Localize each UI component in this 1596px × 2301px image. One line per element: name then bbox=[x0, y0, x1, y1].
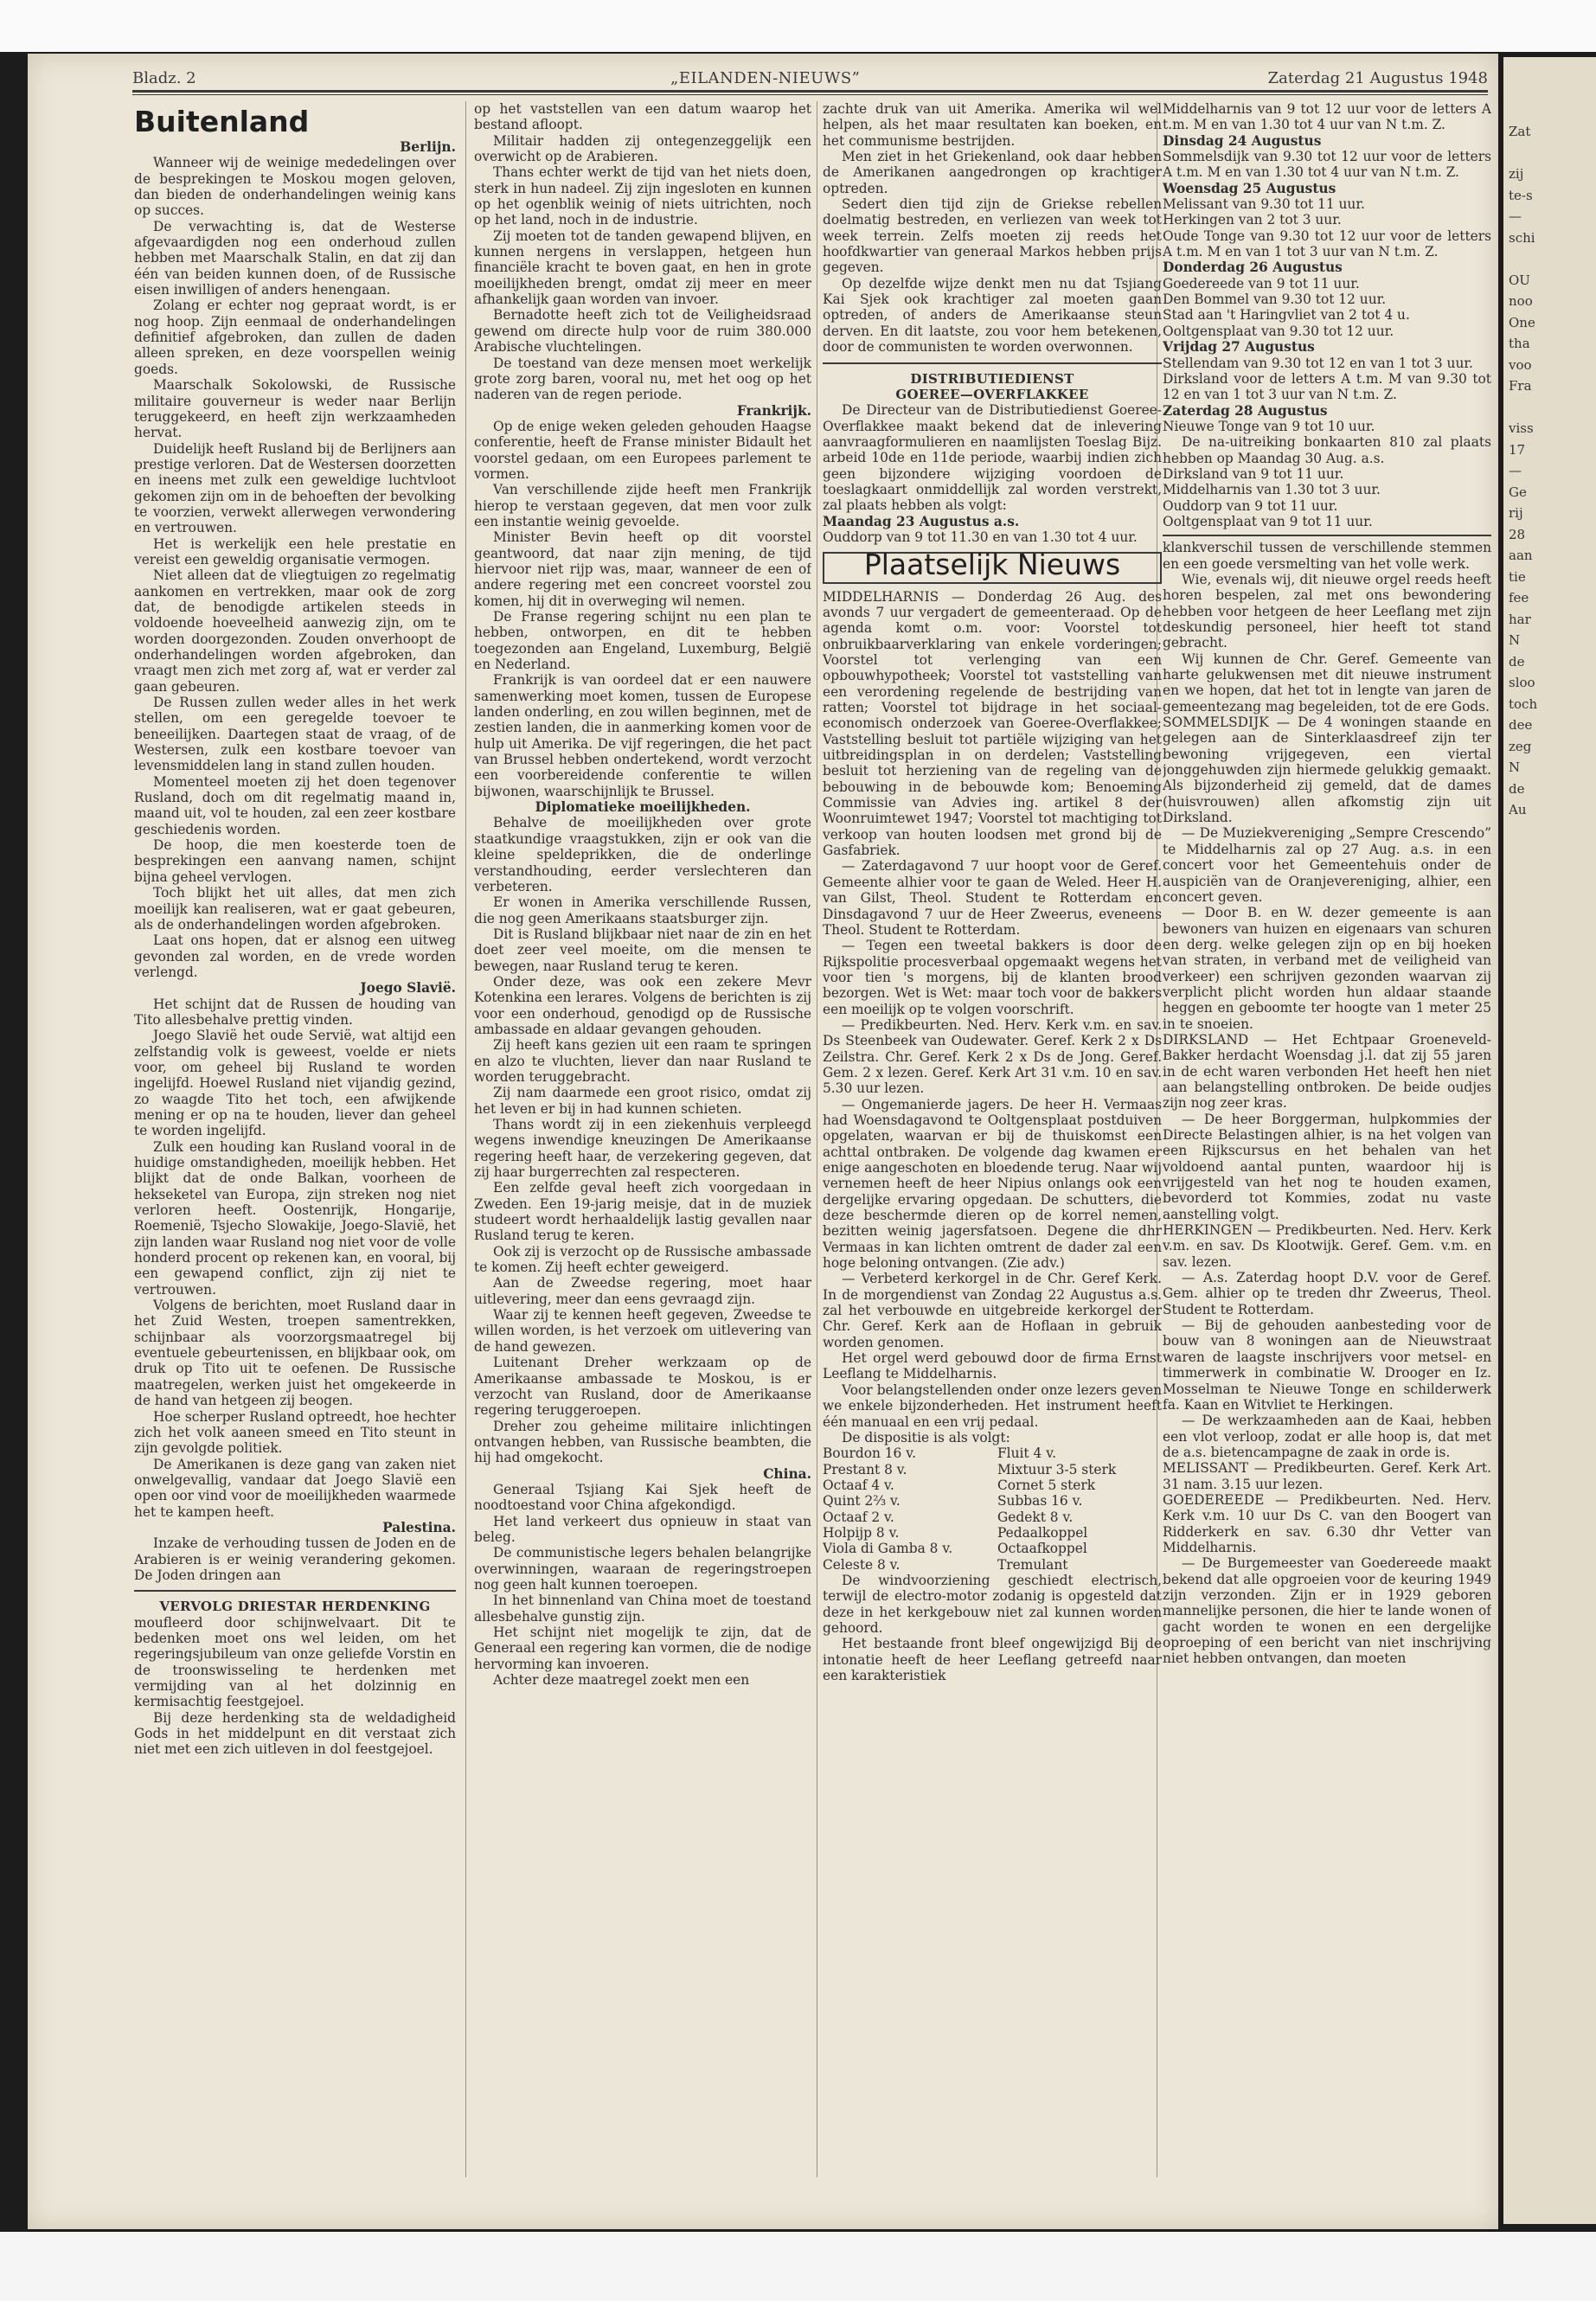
paragraph: Luitenant Dreher werkzaam op de Amerikaanse ambassade te Moskou, is er verzocht van Rusland, door de Amerikaanse regering teruggeroepen. bbox=[474, 1355, 811, 1419]
paragraph: op het vaststellen van een datum waarop het bestand afloopt. bbox=[474, 101, 811, 133]
schedule-day: Maandag 23 Augustus a.s. bbox=[823, 513, 1020, 529]
paragraph: De na-uitreiking bonkaarten 810 zal plaats hebben op Maandag 30 Aug. a.s. bbox=[1163, 434, 1491, 466]
schedule-line: Nieuwe Tonge van 9 tot 10 uur. bbox=[1163, 418, 1375, 434]
masthead-rule-thin bbox=[132, 94, 1488, 95]
stop-entry: Viola di Gamba 8 v. bbox=[823, 1541, 953, 1557]
stop-entry: Octaaf 2 v. bbox=[823, 1509, 894, 1525]
paragraph: — Ongemanierde jagers. De heer H. Vermaas had Woensdagavond te Ooltgensplaat postduiven opgelaten, waarvan er bij de thuiskomst een achttal ontbraken. De volgende dag kwamen er enige aangeschoten en bloedende terug. Naar wij vernemen heeft de heer Nipius onlangs ook een dergelijke ervaring opgedaan. De schutters, die deze beschermde dieren op de korrel nemen, bezitten weinig jagersfatsoen. Degene die dhr Vermaas in kan lichten omtrent de dader zal een hoge beloning ontvangen. (Zie adv.) bbox=[823, 1096, 1162, 1272]
paragraph: Sedert dien tijd zijn de Griekse rebellen doelmatig bestreden, en verliezen van week tot week terrein. Zelfs moeten zij reeds het hoofdkwartier van generaal Markos hebben prijs gegeven. bbox=[823, 196, 1162, 276]
adjacent-page-edge bbox=[1503, 57, 1596, 2224]
paragraph: — Predikbeurten. Ned. Herv. Kerk v.m. en sav. Ds Steenbeek van Oudewater. Geref. Kerk 2 x Ds Zeilstra. Chr. Geref. Kerk 2 x Ds de Jong. Geref. Gem. 2 x lezen. Geref. Kerk Art 31 v.m. 10 en sav. 5.30 uur lezen. bbox=[823, 1016, 1162, 1097]
paragraph: Hoe scherper Rusland optreedt, hoe hechter zich het volk aaneen smeed en Tito steunt in zijn gevolgde politiek. bbox=[134, 1408, 456, 1457]
issue-date: Zaterdag 21 Augustus 1948 bbox=[1267, 69, 1488, 87]
paragraph: GOEDEREEDE — Predikbeurten. Ned. Herv. Kerk v.m. 10 uur Ds C. van den Boogert van Ridderkerk en sav. 6.30 dhr Vetter van Middelharnis. bbox=[1163, 1491, 1491, 1555]
schedule-line: Dirksland voor de letters A t.m. M van 9.30 tot 12 en van 1 tot 3 uur van N t.m. Z. bbox=[1163, 370, 1491, 403]
paragraph: Zolang er echter nog gepraat wordt, is er nog hoop. Zijn eenmaal de onderhandelingen definitief afgebroken, dan zullen de daden alleen spreken, en deze voorspellen weinig goeds. bbox=[134, 298, 456, 377]
page-number: Bladz. 2 bbox=[132, 69, 196, 87]
paragraph: Zij moeten tot de tanden gewapend blijven, en kunnen nergens in verslappen, hetgeen hun financiële kracht te boven gaat, en hen in grote moeilijkheden brengt, omdat zij meer en meer afhankelijk gaan worden van invoer. bbox=[474, 228, 811, 308]
stop-entry: Subbas 16 v. bbox=[997, 1493, 1083, 1509]
column-2 bbox=[474, 101, 811, 2186]
paragraph: zachte druk van uit Amerika. Amerika wil wel helpen, als het maar resultaten kan boeken, en het communisme bestrijden. bbox=[823, 101, 1162, 149]
dateline: Berlijn. bbox=[400, 139, 456, 155]
section-title-plaatselijk: Plaatselijk Nieuws bbox=[863, 548, 1121, 582]
paragraph: — Door B. en W. dezer gemeente is aan bewoners van huizen en eigenaars van schuren en derg. welke gelegen zijn op en bij hoeken van straten, in verband met de veiligheid van verkeer) een schrijven gezonden waarvan zij verplicht plicht worden hun aldaar staande heggen en geboomte ter hoogte van 1 meter 25 in te snoeien. bbox=[1163, 905, 1491, 1032]
paragraph: Een zelfde geval heeft zich voorgedaan in Zweden. Een 19-jarig meisje, dat in de muziek studeert wordt herhaaldelijk lastig gevallen naar Rusland terug te keren. bbox=[474, 1180, 811, 1244]
paragraph: Van verschillende zijde heeft men Frankrijk hierop te verstaan gegeven, dat men voor zulk een instantie weinig gevoelde. bbox=[474, 482, 811, 529]
stop-entry: Pedaalkoppel bbox=[997, 1524, 1088, 1541]
paragraph: Wie, evenals wij, dit nieuwe orgel reeds heeft horen bespelen, zal met ons bewondering hebben voor hetgeen de heer Leeflang met zijn deskundig personeel, hier heeft tot stand gebracht. bbox=[1163, 571, 1491, 651]
paragraph: Thans wordt zij in een ziekenhuis verpleegd wegens inwendige kneuzingen De Amerikaanse regering heeft haar, de verzekering gegeven, dat zij haar burgerrechten zal respecteren. bbox=[474, 1117, 811, 1181]
paragraph: moufleerd door schijnwelvaart. Dit te bedenken moet ons wel leiden, om het regeringsjubileum van onze geliefde Vorstin en de troonswisseling te herdenken met vermijding van al het dolzinnig en kermisachtig feestgejoel. bbox=[134, 1614, 456, 1710]
section-rule bbox=[1163, 535, 1491, 536]
organ-disposition-table bbox=[823, 1445, 1162, 1573]
paragraph: Zulk een houding kan Rusland vooral in de huidige omstandigheden, moeilijk hebben. Het blijkt dat de onde Balkan, voorheen de hekseketel van Europa, zijn streken nog niet verloren heeft. Oostenrijk, Hongarije, Roemenië, Tsjecho Slowakije, Joego-Slavië, het zijn landen waar Rusland nog niet voor de volle honderd procent op rekenen kan, en vooral, bij een gewapend conflict, zijn zij niet te vertrouwen. bbox=[134, 1138, 456, 1298]
paragraph: De dispositie is als volgt: bbox=[842, 1429, 1010, 1445]
schedule-line: Ouddorp van 9 tot 11 uur. bbox=[1163, 497, 1338, 514]
paragraph: Op de enige weken geleden gehouden Haagse conferentie, heeft de Franse minister Bidault het voorstel gedaan, om een Europees parlement te vormen. bbox=[474, 418, 811, 482]
paragraph: Ook zij is verzocht op de Russische ambassade te komen. Zij heeft echter geweigerd. bbox=[474, 1243, 811, 1276]
paragraph: klankverschil tussen de verschillende stemmen en een goede versmelting van het volle werk. bbox=[1163, 540, 1491, 572]
schedule-line: Melissant van 9.30 tot 11 uur. bbox=[1163, 196, 1365, 213]
paragraph: Het schijnt niet mogelijk te zijn, dat de Generaal een regering kan vormen, die de nodige hervorming kan invoeren. bbox=[474, 1625, 811, 1672]
paragraph: Inzake de verhouding tussen de Joden en de Arabieren is er weinig verandering gekomen. De Joden dringen aan bbox=[134, 1535, 456, 1583]
schedule-line: Stellendam van 9.30 tot 12 en van 1 tot 3 uur. bbox=[1163, 355, 1473, 371]
column-4 bbox=[1163, 101, 1491, 2186]
paragraph: De communistische legers behalen belangrijke overwinningen, waaraan de regeringstroepen nog geen halt kunnen toeroepen. bbox=[474, 1545, 811, 1593]
paragraph: Men ziet in het Griekenland, ook daar hebben de Amerikanen aangedrongen op krachtiger optreden. bbox=[823, 149, 1162, 196]
paragraph: Ouddorp van 9 tot 11.30 en van 1.30 tot 4 uur. bbox=[823, 529, 1138, 545]
column-3 bbox=[823, 101, 1162, 2186]
stop-entry: Bourdon 16 v. bbox=[823, 1445, 917, 1462]
paragraph: — De Burgemeester van Goedereede maakt bekend dat alle opgroeien voor de keuring 1949 zijn verzonden. Zijn er in 1929 geboren mannelijke personen, die hier te lande wonen of gacht worden te wonen en een dergelijke oproeping of een bericht van niet inschrijving niet hebben ontvangen, dan moeten bbox=[1163, 1555, 1491, 1667]
paragraph: Wij kunnen de Chr. Geref. Gemeente van harte gelukwensen met dit nieuwe instrument en we hopen, dat het tot in lengte van jaren de gemeentezang mag begeleiden, tot de ere Gods. bbox=[1163, 651, 1491, 715]
paragraph: Zij nam daarmede een groot risico, omdat zij het leven er bij in had kunnen schieten. bbox=[474, 1085, 811, 1117]
paragraph: In het binnenland van China moet de toestand allesbehalve gunstig zijn. bbox=[474, 1593, 811, 1625]
paragraph: — Bij de gehouden aanbesteding voor de bouw van 8 woningen aan de Nieuwstraat waren de laagste inschrijvers voor metsel- en timmerwerk in combinatie W. Drooger en Iz. Mosselman te Nieuwe Tonge en schilderwerk fa. Kaan en Witvliet te Herkingen. bbox=[1163, 1317, 1491, 1413]
paragraph: — De heer Borggerman, hulpkommies der Directe Belastingen alhier, is na het volgen van een Rijkscursus en het behalen van het voldoend aantal punten, waardoor hij is vrijgesteld van het nog te houden examen, bevorderd tot Kommies, zodat nu vaste aanstelling volgt. bbox=[1163, 1111, 1491, 1222]
paragraph: Waar zij te kennen heeft gegeven, Zweedse te willen worden, is het verzoek om uitlevering van de hand gewezen. bbox=[474, 1307, 811, 1355]
paragraph: — A.s. Zaterdag hoopt D.V. voor de Geref. Gem. alhier op te treden dhr Zweerus, Theol. Student te Rotterdam. bbox=[1163, 1270, 1491, 1317]
paragraph: Volgens de berichten, moet Rusland daar in het Zuid Westen, troepen samentrekken, schijnbaar als voorzorgsmaatregel bij eventuele gebeurtenissen, en blijkbaar ook, om druk op Tito uit te oefenen. De Russische maatregelen, werken juist het omgekeerde in de hand van hetgeen zij beogen. bbox=[134, 1298, 456, 1409]
schedule-line: Goedereede van 9 tot 11 uur. bbox=[1163, 275, 1360, 292]
notice-subheading: GOEREE—OVERFLAKKEE bbox=[895, 386, 1089, 402]
paragraph: Frankrijk is van oordeel dat er een nauwere samenwerking moet komen, tussen de Europese landen onderling, en zou willen beginnen, met de zestien landen, die in aanmerking komen voor de hulp uit Amerika. De vijf regeringen, die het pact van Brussel hebben ondertekend, wordt verzocht een voorbereidende conferentie te willen bijwonen, waarschijnlijk te Brussel. bbox=[474, 672, 811, 799]
paragraph: Het bestaande front bleef ongewijzigd Bij de intonatie heeft de heer Leeflang getreefd naar een karakteristiek bbox=[823, 1636, 1162, 1683]
dateline: Joego Slavië. bbox=[360, 980, 456, 997]
paragraph: Dit is Rusland blijkbaar niet naar de zin en het doet zeer veel moeite, om die mensen te bewegen, naar Rusland terug te keren. bbox=[474, 926, 811, 974]
paragraph: Joego Slavië het oude Servië, wat altijd een zelfstandig volk is geweest, voelde er niets voor, om geheel bij Rusland te worden ingelijfd. Hoewel Rusland niet vijandig gezind, zo waagde Tito het toch, een afwijkende mening er op na te houden, liever dan geheel te worden ingelijfd. bbox=[134, 1028, 456, 1139]
paragraph: Er wonen in Amerika verschillende Russen, die nog geen Amerikaans staatsburger zijn. bbox=[474, 894, 811, 926]
paragraph: DIRKSLAND — Het Echtpaar Groeneveld-Bakker herdacht Woensdag j.l. dat zij 55 jaren in de echt waren verbonden Het heeft hen niet aan belangstelling ontbroken. De beide oudjes zijn nog zeer kras. bbox=[1163, 1031, 1491, 1112]
paragraph: Militair hadden zij ontegenzeggelijk een overwicht op de Arabieren. bbox=[474, 132, 811, 165]
schedule-line: Ooltgensplaat van 9 tot 11 uur. bbox=[1163, 513, 1373, 529]
paragraph: Laat ons hopen, dat er alsnog een uitweg gevonden zal worden, en de vrede worden verlengd. bbox=[134, 933, 456, 980]
paragraph: De Franse regering schijnt nu een plan te hebben, ontworpen, en dit te hebben toegezonden aan Engeland, Luxemburg, België en Nederland. bbox=[474, 609, 811, 673]
paragraph: Bernadotte heeft zich tot de Veiligheidsraad gewend om directe hulp voor de ruim 380.000 Arabische vluchtelingen. bbox=[474, 307, 811, 356]
paragraph: — Tegen een tweetal bakkers is door de Rijkspolitie procesverbaal opgemaakt wegens het voor tien 's morgens, bij de klanten brood bezorgen. Wet is Wet: maar toch voor de bakkers een moeilijk op te volgen voorschrift. bbox=[823, 938, 1162, 1017]
schedule-line: Middelharnis van 1.30 tot 3 uur. bbox=[1163, 482, 1381, 498]
paragraph: Thans echter werkt de tijd van het niets doen, sterk in hun nadeel. Zij zijn ingesloten en kunnen op het ogenblik weinig of niets uitrichten, noch op het land, noch in de industrie. bbox=[474, 164, 811, 228]
paragraph: De verwachting is, dat de Westerse afgevaardigden nog een onderhoud zullen hebben met Maarschalk Stalin, en dat zij dan één van beiden kunnen doen, of de Russische eisen inwilligen of anders henengaan. bbox=[134, 218, 456, 298]
schedule-day: Woensdag 25 Augustus bbox=[1163, 180, 1336, 196]
stop-entry: Mixtuur 3-5 sterk bbox=[997, 1461, 1117, 1477]
paragraph: Aan de Zweedse regering, moet haar uitlevering, meer dan eens gevraagd zijn. bbox=[474, 1275, 811, 1307]
paragraph: — De werkzaamheden aan de Kaai, hebben een vlot verloop, zodat er alle hoop is, dat met de a.s. bietencampagne de zaak in orde is. bbox=[1163, 1413, 1491, 1460]
paragraph: Dreher zou geheime militaire inlichtingen ontvangen hebben, van Russische beambten, die hij had omgekocht. bbox=[474, 1418, 811, 1466]
vervolg-article bbox=[134, 1590, 456, 1757]
paragraph: Het orgel werd gebouwd door de firma Ernst Leeflang te Middelharnis. bbox=[823, 1350, 1162, 1382]
stop-entry: Tremulant bbox=[997, 1556, 1068, 1573]
stop-entry: Quint 2⅔ v. bbox=[823, 1493, 901, 1509]
schedule-day: Dinsdag 24 Augustus bbox=[1163, 132, 1322, 149]
paragraph: MIDDELHARNIS — Donderdag 26 Aug. des avonds 7 uur vergadert de gemeenteraad. Op de agenda komt o.m. voor: Voorstel tot onbruikbaarverklaring van enkele vorderingen; Voorstel tot verlenging van een opbouwhypotheek; Voorstel tot vaststelling van een verordening regelende de bestrijding van ratten; Voorstel tot bijdrage in het sociaal-economisch onderzoek van Goeree-Overflakkee; Vaststelling besluit tot partiële wijziging van het uitbreidingsplan in on derdelen; Vaststelling besluit tot herziening van de regeling van de bebouwing in de bebouwde kom; Benoeming Commissie van Advies ing. artikel 8 der Woonruimtewet 1947; Voorstel tot machtiging tot verkoop van houten loodsen met grond bij de Gasfabriek. bbox=[823, 588, 1162, 859]
notice-heading: DISTRIBUTIEDIENST bbox=[910, 370, 1074, 387]
paragraph: MELISSANT — Predikbeurten. Geref. Kerk Art. 31 nam. 3.15 uur lezen. bbox=[1163, 1460, 1491, 1492]
schedule-day: Zaterdag 28 Augustus bbox=[1163, 402, 1328, 419]
paragraph: Momenteel moeten zij het doen tegenover Rusland, doch om dit regelmatig maand in, maand uit, vol te houden, zal een zeer kostbare geschiedenis worden. bbox=[134, 773, 456, 837]
dateline: Diplomatieke moeilijkheden. bbox=[535, 799, 751, 816]
paragraph: Toch blijkt het uit alles, dat men zich moeilijk kan realiseren, wat er gaat gebeuren, als de onderhandelingen worden afgebroken. bbox=[134, 885, 456, 933]
schedule-line: Dirksland van 9 tot 11 uur. bbox=[1163, 465, 1344, 482]
paragraph: De Amerikanen is deze gang van zaken niet onwelgevallig, vandaar dat Joego Slavië een open oor vind voor de moeilijkheden waarmede het te kampen heeft. bbox=[134, 1456, 456, 1520]
paragraph: Zij heeft kans gezien uit een raam te springen en alzo te vluchten, liever dan naar Rusland te worden teruggebracht. bbox=[474, 1037, 811, 1085]
article-heading: VERVOLG DRIESTAR HERDENKING bbox=[159, 1599, 431, 1615]
paragraph: Wanneer wij de weinige mededelingen over de besprekingen te Moskou mogen geloven, dan bieden de onderhandelingen weinig kans op succes. bbox=[134, 155, 456, 219]
masthead-rule bbox=[132, 90, 1488, 93]
adjacent-page-text: Zat zij te-s — schi OU noo One tha voo Fra viss 17 — Ge rij 28 aan tie fee har N de sloo toch dee zeg N de Au bbox=[1509, 124, 1538, 817]
column-1 bbox=[134, 101, 456, 2186]
schedule-line: Middelharnis van 9 tot 12 uur voor de letters A t.m. M en van 1.30 tot 4 uur van N t.m. Z. bbox=[1163, 101, 1491, 133]
stop-entry: Octaafkoppel bbox=[997, 1541, 1087, 1557]
schedule-day: Donderdag 26 Augustus bbox=[1163, 260, 1343, 276]
paragraph: Duidelijk heeft Rusland bij de Berlijners aan prestige verloren. Dat de Westersen doorzetten en ineens met zulk een geweldige luchtvloot gekomen zijn om in de behoeften der bevolking te voorzien, verwekt allerwegen verwondering en vertrouwen. bbox=[134, 440, 456, 536]
stop-entry: Gedekt 8 v. bbox=[997, 1509, 1074, 1525]
paragraph: De windvoorziening geschiedt electrisch, terwijl de electro-motor zodanig is opgesteld dat deze in het kerkgebouw niet zal kunnen worden gehoord. bbox=[823, 1572, 1162, 1636]
stop-entry: Cornet 5 sterk bbox=[997, 1477, 1096, 1493]
paragraph: Het is werkelijk een hele prestatie en vereist een geweldig organisatie vermogen. bbox=[134, 535, 456, 567]
paragraph: Het schijnt dat de Russen de houding van Tito allesbehalve prettig vinden. bbox=[134, 996, 456, 1028]
paragraph: Onder deze, was ook een zekere Mevr Kotenkina een lerares. Volgens de berichten is zij voor een onderhoud, genodigd op de Russische ambassade en aldaar gevangen gehouden. bbox=[474, 973, 811, 1037]
dateline: Frankrijk. bbox=[736, 402, 811, 419]
paragraph: Bij deze herdenking sta de weldadigheid Gods in het middelpunt en dit verstaat zich niet met een zich uitleven in dol feestgejoel. bbox=[134, 1709, 456, 1758]
paragraph: HERKINGEN — Predikbeurten. Ned. Herv. Kerk v.m. en sav. Ds Klootwijk. Geref. Gem. v.m. en sav. lezen. bbox=[1163, 1222, 1491, 1270]
paragraph: De Russen zullen weder alles in het werk stellen, om een geregelde toevoer te beneeilijken. Daartegen staat de vraag, of de Westersen, zulk een kostbare toevoer van levensmiddelen lang in stand zullen houden. bbox=[134, 695, 456, 774]
section-title-buitenland: Buitenland bbox=[134, 105, 310, 138]
schedule-line: Ooltgensplaat van 9.30 tot 12 uur. bbox=[1163, 323, 1394, 339]
paragraph: Generaal Tsjiang Kai Sjek heeft de noodtoestand voor China afgekondigd. bbox=[474, 1481, 811, 1514]
stop-entry: Celeste 8 v. bbox=[823, 1556, 901, 1573]
stop-entry: Octaaf 4 v. bbox=[823, 1477, 894, 1493]
paragraph: Het land verkeert dus opnieuw in staat van beleg. bbox=[474, 1513, 811, 1545]
paragraph: — De Muziekvereniging „Sempre Crescendo” te Middelharnis zal op 27 Aug. a.s. in een concert voor het Gemeentehuis onder de auspiciën van de Oranjevereniging, alhier, een concert geven. bbox=[1163, 825, 1491, 905]
schedule-line: Den Bommel van 9.30 tot 12 uur. bbox=[1163, 292, 1387, 308]
paragraph: Niet alleen dat de vliegtuigen zo regelmatig aankomen en vertrekken, maar ook de zorg dat, de benodigde artikelen steeds in voldoende hoeveelheid aanwezig zijn, om te worden doorgezonden. Zouden onverhoopt de onderhandelingen worden afgebroken, dan vraagt men zich met zorg af, wat er verder zal gaan gebeuren. bbox=[134, 567, 456, 695]
stop-entry: Holpijp 8 v. bbox=[823, 1524, 900, 1541]
distributie-notice bbox=[823, 362, 1162, 546]
paragraph: Op dezelfde wijze denkt men nu dat Tsjiang Kai Sjek ook krachtiger zal moeten gaan optreden, of anders de Amerikaanse steun derven. En dit laatste, zou voor hem betekenen, door de communisten te worden overwonnen. bbox=[823, 275, 1162, 356]
paragraph: De hoop, die men koesterde toen de besprekingen een aanvang namen, schijnt bijna geheel vervlogen. bbox=[134, 837, 456, 885]
paragraph: Maarschalk Sokolowski, de Russische militaire gouverneur is weder naar Berlijn teruggekeerd, en heeft zijn werkzaamheden hervat. bbox=[134, 377, 456, 441]
column-divider bbox=[465, 101, 466, 2177]
paragraph: Minister Bevin heeft op dit voorstel geantwoord, dat naar zijn mening, de tijd hiervoor niet rijp was, maar, wanneer de een of andere regering met een concreet voorstel zou komen, hij dit in overweging wil nemen. bbox=[474, 529, 811, 609]
dateline: China. bbox=[763, 1465, 811, 1482]
paragraph: Achter deze maatregel zoekt men een bbox=[493, 1672, 750, 1689]
paragraph: Behalve de moeilijkheden over grote staatkundige vraagstukken, zijn er ook van die kleine speldeprikken, die de onderlinge verstandhouding, eerder verslechteren dan verbeteren. bbox=[474, 815, 811, 894]
schedule-line: Sommelsdijk van 9.30 tot 12 uur voor de letters A t.m. M en van 1.30 tot 4 uur van N t.m. Z. bbox=[1163, 149, 1491, 181]
schedule-line: Oude Tonge van 9.30 tot 12 uur voor de letters A t.m. M en van 1 tot 3 uur van N t.m. Z. bbox=[1163, 228, 1491, 260]
paragraph: SOMMELSDIJK — De 4 woningen staande en gelegen aan de Sinterklaasdreef zijn ter bewoning vrijgegeven, een viertal jonggehuwden zijn hiermede gelukkig gemaakt. Als bijzonderheid zij gemeld, dat de dames (huisvrouwen) allen afkomstig zijn uit Dirksland. bbox=[1163, 715, 1491, 826]
paragraph: — Verbeterd kerkorgel in de Chr. Geref Kerk. In de morgendienst van Zondag 22 Augustus a.s. zal het verbouwde en uitgebreide kerkorgel der Chr. Geref. Kerk aan de Hoflaan in gebruik worden genomen. bbox=[823, 1271, 1162, 1350]
paragraph: Voor belangstellenden onder onze lezers geven we enkele bijzonderheden. Het instrument heeft één manuaal en een vrij pedaal. bbox=[823, 1381, 1162, 1430]
masthead bbox=[108, 66, 1488, 92]
dateline: Palestina. bbox=[382, 1519, 456, 1535]
schedule-line: Herkingen van 2 tot 3 uur. bbox=[1163, 212, 1342, 228]
paragraph: De Directeur van de Distributiedienst Goeree-Overflakkee maakt bekend dat de inlevering aanvraagformulieren en naamlijsten Toeslag Bijz. arbeid 10de en 11de periode, waarbij indien zich geen bijzondere wijziging voordoen de toeslagkaart onmiddellijk zal worden verstrekt, zal plaats hebben als volgt: bbox=[823, 402, 1162, 514]
newspaper-name: „EILANDEN-NIEUWS” bbox=[670, 69, 861, 87]
stop-entry: Prestant 8 v. bbox=[823, 1461, 907, 1477]
paragraph: — Zaterdagavond 7 uur hoopt voor de Geref. Gemeente alhier voor te gaan de Weled. Heer H. van Gilst, Theol. Student te Rotterdam en Dinsdagavond 7 uur de Heer Zweerus, eveneens Theol. Student te Rotterdam. bbox=[823, 858, 1162, 938]
plaatselijk-nieuws-banner bbox=[823, 548, 1162, 583]
scan-margin-bottom bbox=[0, 2232, 1596, 2301]
schedule-line: Stad aan 't Haringvliet van 2 tot 4 u. bbox=[1163, 307, 1410, 324]
schedule-day: Vrijdag 27 Augustus bbox=[1163, 339, 1315, 356]
stop-entry: Fluit 4 v. bbox=[997, 1445, 1056, 1462]
scan-margin-top bbox=[0, 0, 1596, 52]
paragraph: De toestand van deze mensen moet werkelijk grote zorg baren, vooral nu, met het oog op het naderen van de regen periode. bbox=[474, 355, 811, 403]
